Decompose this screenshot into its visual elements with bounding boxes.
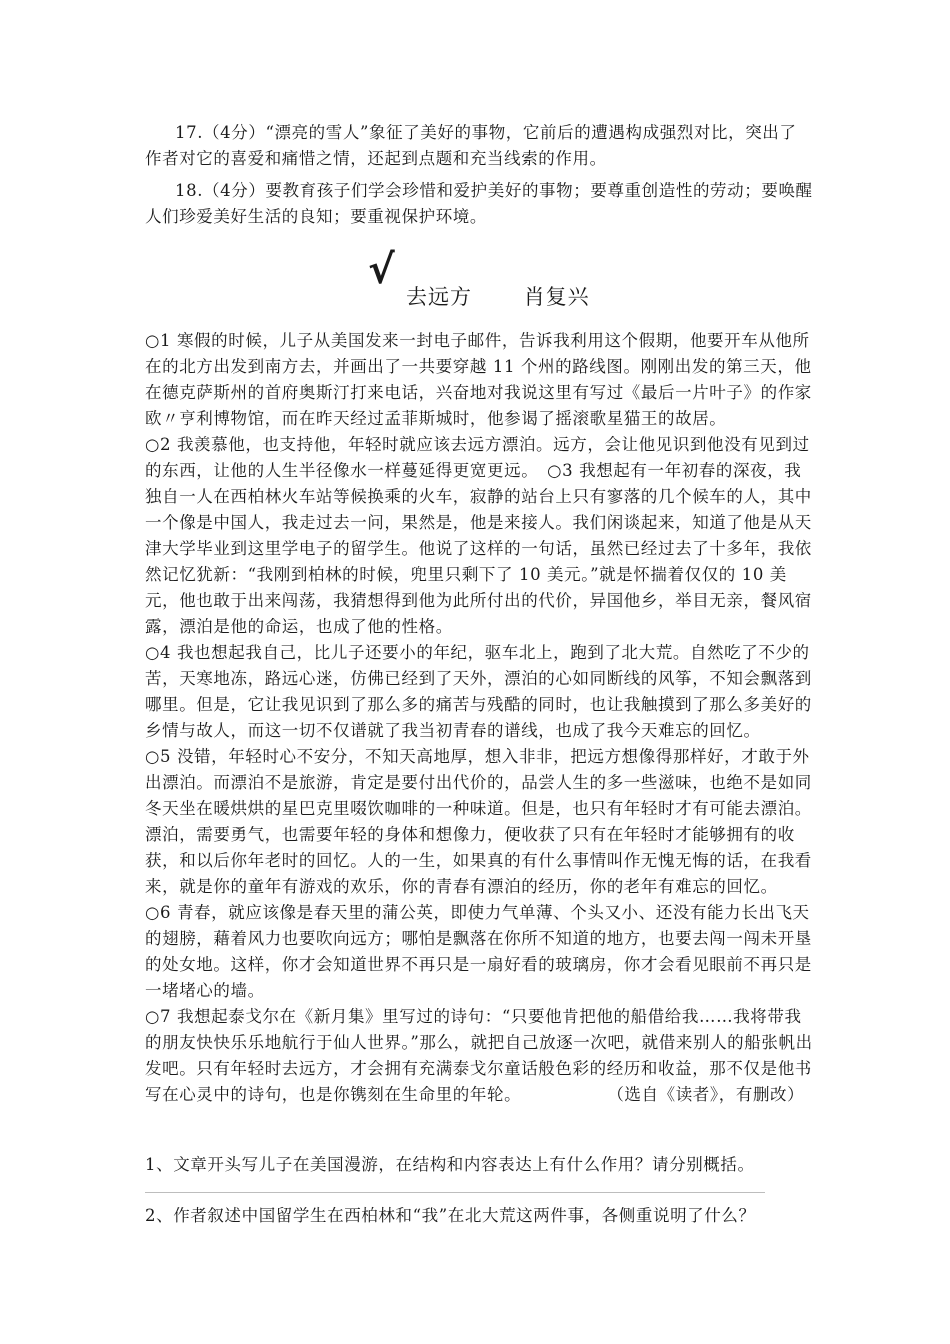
article-paragraph-6: ○6 青春，就应该像是春天里的蒲公英，即使力气单薄、个头又小、还没有能力长出飞天的翅膀，藉着风力也要吹向远方；哪怕是飘落在你所不知道的地方，也要去闯一闯未开垦的处女地。这样，你才会知道世界不再只是一扇好看的玻璃房，你才会看见眼前不再只是一堵堵心的墙。 [145, 903, 812, 1000]
question-2: 2、作者叙述中国留学生在西柏林和“我”在北大荒这两件事，各侧重说明了什么？ [145, 1206, 756, 1225]
article-paragraph-7-text: ○7 我想起泰戈尔在《新月集》里写过的诗句：“只要他肯把他的船借给我……我将带我的朋友快快乐乐地航行于仙人世界。”那么，就把自己放逐一次吧，就借来别人的船张帆出发吧。只有年轻时去远方，才会拥有充满泰戈尔童话般色彩的经历和收益，那不仅是他书写在心灵中的诗句，也是你镌刻在生命里的年轮。 [145, 1007, 813, 1104]
article-source: （选自《读者》，有删改） [615, 1085, 805, 1104]
questions-section [145, 1152, 813, 1229]
question-1: 1、文章开头写儿子在美国漫游，在结构和内容表达上有什么作用？请分别概括。 [145, 1155, 755, 1174]
answer-17: 17.（4分）“漂亮的雪人”象征了美好的事物，它前后的遭遇构成强烈对比，突出了作者对它的喜爱和痛惜之情，还起到点题和充当线索的作用。 [145, 123, 797, 168]
article-paragraph-2-3: ○2 我羡慕他，也支持他，年轻时就应该去远方漂泊。远方，会让他见识到他没有见到过的东西，让他的人生半径像水一样蔓延得更宽更远。 ○3 我想起有一年初春的深夜，我独自一人在西柏林火车站等候换乘的火车，寂静的站台上只有寥落的几个候车的人，其中一个像是中国人，我走过去一问，果然是，他是来接人。我们闲谈起来，知道了他是从天津大学毕业到这里学电子的留学生。他说了这样的一句话，虽然已经过去了十多年，我依然记忆犹新：“我刚到柏林的时候，兜里只剩下了 10 美元。”就是怀揣着仅仅的 10 美元，他也敢于出来闯荡，我猜想得到他为此所付出的代价，异国他乡，举目无亲，餐风宿露，漂泊是他的命运，也成了他的性格。 [145, 435, 812, 636]
answer-section [145, 120, 813, 236]
article-paragraph-1: ○1 寒假的时候，儿子从美国发来一封电子邮件，告诉我利用这个假期，他要开车从他所在的北方出发到南方去，并画出了一共要穿越 11 个州的路线图。刚刚出发的第三天，他在德克萨斯州的首府奥斯汀打来电话，兴奋地对我说这里有写过《最后一片叶子》的作家欧〃亨利博物馆，而在昨天经过孟菲斯城时，他参谒了摇滚歌星猫王的故居。 [145, 331, 812, 428]
article-paragraph-4: ○4 我也想起我自己，比儿子还要小的年纪，驱车北上，跑到了北大荒。自然吃了不少的苦，天寒地冻，路远心迷，仿佛已经到了天外，漂泊的心如同断线的风筝，不知会飘落到哪里。但是，它让我见识到了那么多的痛苦与残酷的同时，也让我触摸到了那么多美好的乡情与故人，而这一切不仅谱就了我当初青春的谱线，也成了我今天难忘的回忆。 [145, 643, 812, 740]
article-paragraph-5: ○5 没错，年轻时心不安分，不知天高地厚，想入非非，把远方想像得那样好，才敢于外出漂泊。而漂泊不是旅游，肯定是要付出代价的，品尝人生的多一些滋味，也绝不是如同冬天坐在暖烘烘的星巴克里啜饮咖啡的一种味道。但是，也只有年轻时才有可能去漂泊。漂泊，需要勇气，也需要年轻的身体和想像力，便收获了只有在年轻时才能够拥有的收获，和以后你年老时的回忆。人的一生，如果真的有什么事情叫作无愧无悔的话，在我看来，就是你的童年有游戏的欢乐，你的青春有漂泊的经历，你的老年有难忘的回忆。 [145, 747, 812, 896]
answer-18: 18.（4分）要教育孩子们学会珍惜和爱护美好的事物；要尊重创造性的劳动；要唤醒人们珍爱美好生活的良知；要重视保护环境。 [145, 181, 813, 226]
checkmark-icon: √ [368, 247, 395, 293]
divider-line [145, 1192, 765, 1193]
article-paragraph-7 [145, 1004, 813, 1108]
article-author: 肖复兴 [523, 285, 590, 309]
article-title: 去远方 [406, 285, 472, 309]
article-heading [406, 283, 590, 311]
article-body [145, 328, 813, 1108]
